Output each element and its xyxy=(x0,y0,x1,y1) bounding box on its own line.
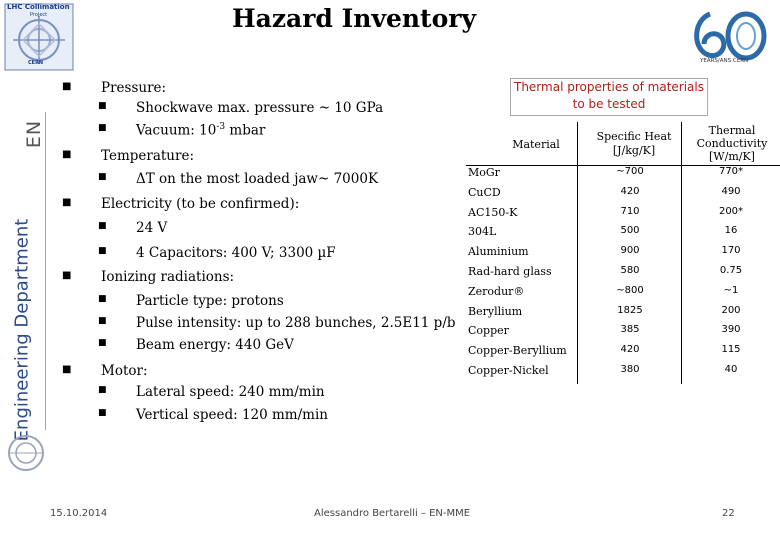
callout-line-2: to be tested xyxy=(572,97,646,111)
table-row xyxy=(466,324,780,344)
cell-conductivity: 490 xyxy=(721,185,741,197)
cell-specific-heat: 385 xyxy=(620,324,640,336)
footer-page-number: 22 xyxy=(722,508,735,519)
header-material: Material xyxy=(512,138,560,151)
bullet-sub-text: 24 V xyxy=(136,220,168,236)
bullet-label: Pressure: xyxy=(101,80,167,96)
table-header-divider xyxy=(466,165,780,166)
cell-material: Zerodur® xyxy=(468,284,525,298)
bullet-label: Ionizing radiations: xyxy=(101,269,235,285)
cell-material: Rad-hard glass xyxy=(468,265,552,278)
lhc-logo-subtitle: Project xyxy=(30,12,48,18)
cell-material: Aluminium xyxy=(468,245,529,259)
bullet-sub-text: Lateral speed: 240 mm/min xyxy=(136,384,325,400)
table-row xyxy=(466,245,780,265)
cell-specific-heat: 580 xyxy=(620,265,640,276)
lhc-logo-cern: CERN xyxy=(28,60,44,66)
cell-specific-heat: 900 xyxy=(620,245,640,257)
bullet-square-icon: ■ xyxy=(98,408,107,418)
cell-specific-heat: 420 xyxy=(620,185,640,197)
vacuum-exponent: -3 xyxy=(216,122,226,132)
bullet-sub-text: Shockwave max. pressure ~ 10 GPa xyxy=(136,100,384,116)
cern-60-years-text: YEARS/ANS CERN xyxy=(700,58,749,64)
vacuum-unit: mbar xyxy=(225,122,266,139)
cell-material: Beryllium xyxy=(468,304,523,318)
vacuum-text: Vacuum: 10 xyxy=(136,122,217,139)
cell-conductivity: 115 xyxy=(721,344,741,356)
table-row xyxy=(466,166,780,186)
bullet-sub-text xyxy=(136,122,265,139)
bullet-label: Temperature: xyxy=(101,148,194,164)
bullet-sub-text: ΔT on the most loaded jaw~ 7000K xyxy=(136,171,379,187)
cell-specific-heat: 500 xyxy=(620,225,640,237)
footer-author: Alessandro Bertarelli – EN-MME xyxy=(314,508,471,519)
table-column-divider xyxy=(681,122,682,384)
cell-specific-heat: ~800 xyxy=(616,284,644,296)
cell-conductivity: 170 xyxy=(721,245,741,257)
cell-material: MoGr xyxy=(468,166,500,179)
bullet-square-icon: ■ xyxy=(98,172,107,182)
cell-material: AC150-K xyxy=(468,205,518,219)
bullet-label: Motor: xyxy=(101,363,148,379)
page-title: Hazard Inventory xyxy=(232,4,476,33)
cell-conductivity: 390 xyxy=(721,324,741,336)
bullet-square-icon: ■ xyxy=(98,101,107,111)
en-label: EN xyxy=(23,119,45,149)
cell-conductivity: 0.75 xyxy=(719,265,743,276)
table-row xyxy=(466,285,780,305)
cell-material: CuCD xyxy=(468,185,501,199)
bullet-sub-text: Vertical speed: 120 mm/min xyxy=(136,407,328,423)
cell-conductivity: 200 xyxy=(721,304,741,316)
cern-logo xyxy=(6,432,46,474)
bullet-square-icon: ■ xyxy=(62,81,72,92)
header-conductivity: Thermal Conductivity [W/m/K] xyxy=(696,124,768,163)
cell-specific-heat: 420 xyxy=(620,344,640,356)
footer-date: 15.10.2014 xyxy=(50,508,108,519)
table-row xyxy=(466,344,780,364)
table-row xyxy=(466,186,780,206)
bullet-square-icon: ■ xyxy=(62,149,72,160)
table-row xyxy=(466,225,780,245)
bullet-square-icon: ■ xyxy=(98,316,107,326)
bullet-square-icon: ■ xyxy=(98,294,107,304)
table-row xyxy=(466,364,780,384)
cell-specific-heat: ~700 xyxy=(616,166,644,177)
bullet-square-icon: ■ xyxy=(98,385,107,395)
bullet-square-icon: ■ xyxy=(98,246,107,256)
bullet-sub-text: Particle type: protons xyxy=(136,293,284,309)
header-specific-heat: Specific Heat [J/kg/K] xyxy=(596,130,672,157)
thermal-properties-callout xyxy=(510,78,708,116)
cell-conductivity: 200* xyxy=(718,205,744,217)
table-column-divider xyxy=(577,122,578,384)
bullet-square-icon: ■ xyxy=(62,364,72,375)
table-row xyxy=(466,265,780,285)
cell-conductivity: 16 xyxy=(724,225,738,237)
table-row xyxy=(466,305,780,325)
bullet-sub-text: 4 Capacitors: 400 V; 3300 µF xyxy=(136,245,336,261)
bullet-square-icon: ■ xyxy=(98,123,107,133)
bullet-label: Electricity (to be confirmed): xyxy=(101,196,300,212)
bullet-square-icon: ■ xyxy=(62,197,72,208)
cell-material: Copper-Beryllium xyxy=(468,344,567,358)
cell-conductivity: 40 xyxy=(724,364,738,375)
callout-line-1: Thermal properties of materials xyxy=(513,80,704,94)
cell-specific-heat: 1825 xyxy=(617,304,643,316)
sidebar-divider xyxy=(45,112,46,430)
cell-conductivity: ~1 xyxy=(723,284,739,296)
cell-material: Copper-Nickel xyxy=(468,364,549,377)
bullet-sub-text: Beam energy: 440 GeV xyxy=(136,337,294,353)
cell-material: 304L xyxy=(468,225,497,239)
cell-conductivity: 770* xyxy=(718,166,744,177)
table-header xyxy=(466,122,780,166)
table-row xyxy=(466,206,780,226)
lhc-logo-title: LHC Collimation xyxy=(7,3,70,11)
cell-material: Copper xyxy=(468,324,509,338)
bullet-sub-text: Pulse intensity: up to 288 bunches, 2.5E11 p/b xyxy=(136,315,456,331)
bullet-square-icon: ■ xyxy=(62,270,72,281)
cell-specific-heat: 380 xyxy=(620,364,640,375)
department-label: Engineering Department xyxy=(11,218,33,442)
bullet-square-icon: ■ xyxy=(98,221,107,231)
cell-specific-heat: 710 xyxy=(620,205,640,217)
bullet-square-icon: ■ xyxy=(98,338,107,348)
